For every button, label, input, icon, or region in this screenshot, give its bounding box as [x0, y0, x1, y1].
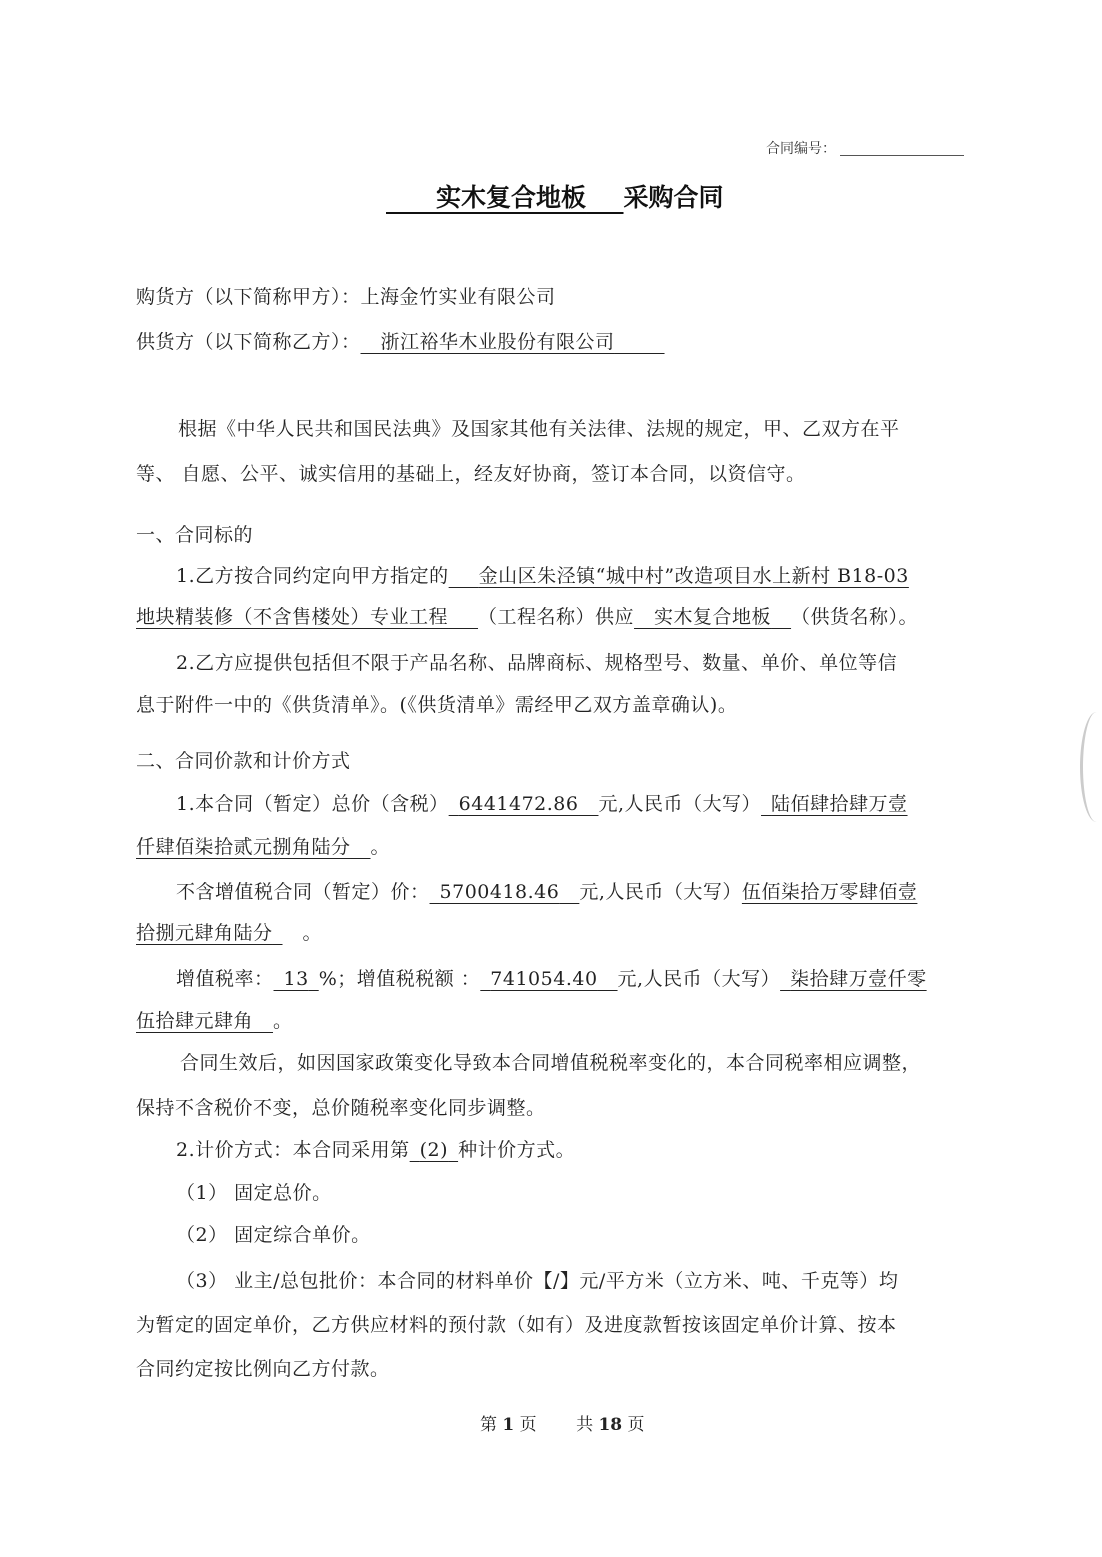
total-price-words-2: 仟肆佰柒拾贰元捌角陆分: [136, 836, 351, 858]
pricing-option-3-line-1: （3） 业主/总包批价：本合同的材料单价【/】元/平方米（立方米、吨、千克等）均: [176, 1270, 899, 1292]
net-price-words-1: 伍佰柒拾万零肆佰壹: [741, 881, 918, 903]
supplier-label: 供货方（以下简称乙方）：: [136, 331, 361, 353]
vat-amount-label: %；增值税税额 ：: [318, 968, 481, 990]
preamble-line-2: 等、 自愿、公平、诚实信用的基础上，经友好协商，签订本合同，以资信守。: [136, 463, 806, 485]
project-name-part-1: 金山区朱泾镇“城中村”改造项目水上新村 B18-03: [478, 565, 909, 587]
section-1-item-2-line-2: 息于附件一中的《供货清单》。(《供货清单》需经甲乙双方盖章确认)。: [136, 694, 738, 716]
net-price-period: 。: [302, 922, 323, 944]
buyer-label: 购货方（以下简称甲方）：: [136, 286, 361, 308]
project-name-part-2: 地块精装修（不含售楼处）专业工程: [136, 606, 449, 628]
project-label: （工程名称）供应: [478, 606, 635, 628]
adjust-line-1: 合同生效后，如因国家政策变化导致本合同增值税税率变化的，本合同税率相应调整，: [180, 1052, 922, 1074]
vat-line-2: [136, 1006, 293, 1033]
supplier-name: 浙江裕华木业股份有限公司: [380, 331, 615, 353]
buyer-name: 上海金竹实业有限公司: [360, 286, 556, 308]
contract-number-label: 合同编号：: [766, 141, 836, 157]
pricing-option-2: （2） 固定综合单价。: [176, 1224, 371, 1246]
vat-words-1: 柒拾肆万壹仟零: [790, 968, 927, 990]
item-1-prefix: 1.乙方按合同约定向甲方指定的: [176, 565, 449, 587]
vat-period: 。: [273, 1010, 293, 1032]
page-prefix: 第: [480, 1415, 497, 1435]
pricing-option-1: （1） 固定总价。: [176, 1182, 332, 1204]
vat-rmb-label: 元,人民币（大写）: [617, 968, 781, 990]
total-price-line-1: [176, 789, 908, 816]
vat-rate-label: 增值税率：: [176, 968, 274, 990]
net-price-line-2: [136, 918, 322, 945]
scan-edge-mark: [1080, 712, 1102, 822]
document-title: [386, 178, 786, 214]
page-suffix: 页: [627, 1415, 645, 1435]
pricing-choice: (2): [419, 1139, 449, 1161]
goods-label: （供货名称）。: [791, 606, 919, 628]
net-price-value: 5700418.46: [439, 881, 560, 903]
net-rmb-label: 元,人民币（大写）: [579, 881, 742, 903]
contract-number-blank: [840, 155, 964, 156]
vat-rate-value: 13: [283, 968, 309, 990]
vat-amount-value: 741054.40: [490, 968, 598, 990]
section-1-item-1-line-2: [136, 602, 918, 629]
total-price-line-2: [136, 832, 390, 859]
section-1-item-1-line-1: [176, 561, 909, 588]
pricing-method-line: [176, 1135, 575, 1162]
pricing-prefix: 2.计价方式：本合同采用第: [176, 1139, 410, 1161]
buyer-line: [136, 282, 556, 309]
total-price-words-1: 陆佰肆拾肆万壹: [771, 793, 908, 815]
pricing-option-3-line-3: 合同约定按比例向乙方付款。: [136, 1358, 390, 1380]
page-footer: [480, 1410, 645, 1435]
total-price-period: 。: [370, 836, 391, 858]
total-prefix: 共: [576, 1415, 594, 1435]
title-suffix: 采购合同: [623, 183, 724, 212]
total-rmb-label: 元,人民币（大写）: [598, 793, 762, 815]
net-price-line-1: [176, 877, 917, 904]
section-1-heading: 一、合同标的: [136, 524, 254, 546]
contract-number: [766, 138, 964, 158]
net-price-prefix: 不含增值税合同（暂定）价：: [176, 881, 430, 903]
supplier-line: [136, 327, 665, 354]
goods-name: 实木复合地板: [654, 606, 772, 628]
page-current: 1: [502, 1415, 515, 1435]
section-1-item-2-line-1: 2.乙方应提供包括但不限于产品名称、品牌商标、规格型号、数量、单价、单位等信: [176, 652, 898, 674]
net-price-words-2: 拾捌元肆角陆分: [136, 922, 273, 944]
pricing-option-3-line-2: 为暂定的固定单价，乙方供应材料的预付款（如有）及进度款暂按该固定单价计算、按本: [136, 1314, 897, 1336]
page-total: 18: [598, 1415, 623, 1435]
vat-line-1: [176, 964, 927, 991]
title-product: 实木复合地板: [436, 183, 587, 212]
adjust-line-2: 保持不含税价不变，总价随税率变化同步调整。: [136, 1097, 546, 1119]
vat-words-2: 伍拾肆元肆角: [136, 1010, 254, 1032]
page-mid: 页: [519, 1415, 537, 1435]
preamble-line-1: 根据《中华人民共和国民法典》及国家其他有关法律、法规的规定，甲、乙双方在平: [178, 418, 900, 440]
total-price-value: 6441472.86: [458, 793, 579, 815]
section-2-heading: 二、合同价款和计价方式: [136, 750, 351, 772]
pricing-suffix: 种计价方式。: [458, 1139, 576, 1161]
total-price-prefix: 1.本合同（暂定）总价（含税）: [176, 793, 449, 815]
